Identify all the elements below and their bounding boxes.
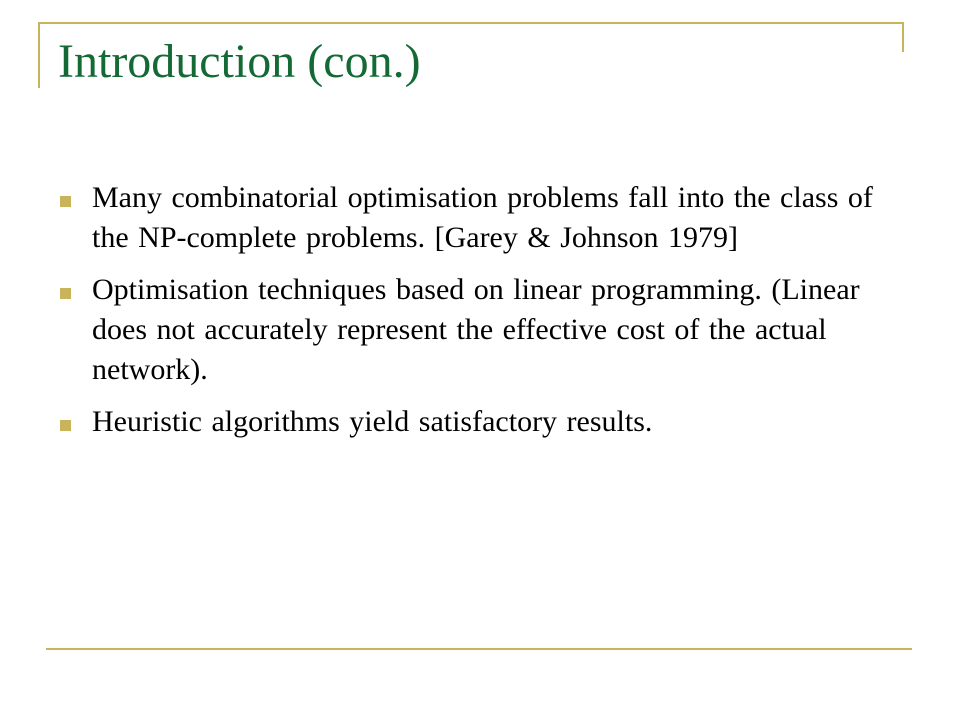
frame-right-rule [902, 22, 904, 52]
slide-title: Introduction (con.) [58, 35, 421, 88]
bullet-list [60, 178, 880, 454]
frame-top-rule [38, 22, 904, 24]
bullet-text: Heuristic algorithms yield satisfactory results. [92, 405, 653, 438]
square-bullet-icon [60, 196, 71, 207]
bullet-text: Optimisation techniques based on linear programming. (Linear does not accurately represent the effective cost of the actual network). [92, 273, 860, 386]
square-bullet-icon [60, 288, 71, 299]
frame-left-rule [38, 22, 40, 88]
bullet-item [60, 402, 880, 442]
bullet-item [60, 270, 880, 390]
square-bullet-icon [60, 420, 71, 431]
bullet-text: Many combinatorial optimisation problems fall into the class of the NP-complete problems. [Garey & Johnson 1979] [92, 181, 873, 254]
bullet-item [60, 178, 880, 258]
frame-bottom-rule [46, 648, 912, 650]
